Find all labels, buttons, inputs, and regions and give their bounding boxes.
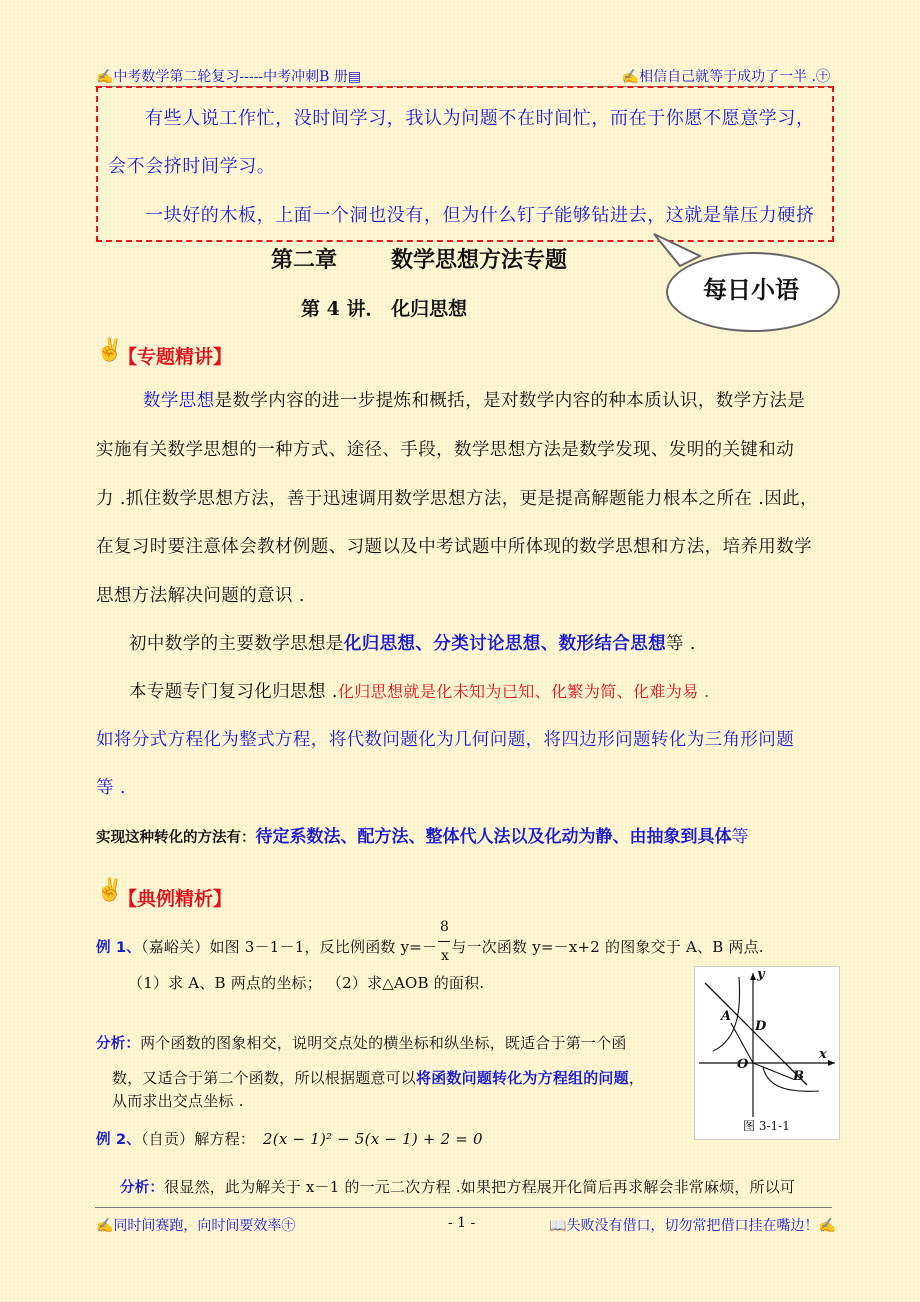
analysis-2-label: 分析： (120, 1180, 165, 1196)
quote-line-1: 有些人说工作忙，没时间学习，我认为问题不在时间忙，而在于你愿不愿意学习， (145, 108, 815, 129)
quote-line-2: 会不会挤时间学习。 (108, 156, 276, 177)
topic-para-3-highlight: 化归思想就是化未知为已知、化繁为简、化难为易 . (337, 682, 710, 701)
analysis-1-label: 分析： (96, 1036, 141, 1052)
topic-para-4-line-1: 如将分式方程化为整式方程，将代数问题化为几何问题，将四边形问题转化为三角形问题 (96, 730, 795, 750)
point-b-label: B (793, 1069, 804, 1084)
example-1-label: 例 1、 (96, 940, 141, 956)
topic-para-5-lead: 实现这种转化的方法有： (96, 830, 256, 846)
victory-hand-icon: ✌ (96, 338, 124, 363)
analysis-1-highlight: 将函数问题转化为方程组的问题 (416, 1069, 629, 1087)
analysis-1-line-2 (112, 1067, 644, 1088)
topic-para-5 (96, 822, 749, 847)
figure-graph (695, 967, 839, 1139)
example-1-line-1 (96, 936, 764, 957)
section-examples-heading: 【典例精析】 (118, 888, 233, 910)
topic-para-2 (129, 630, 696, 655)
topic-para-2-highlight: 化归思想、分类讨论思想、数形结合思想 (343, 634, 667, 654)
quote-line-3: 一块好的木板，上面一个洞也没有，但为什么钉子能够钻进去，这就是靠压力硬挤 (145, 205, 815, 226)
example-1-text-a: （嘉峪关）如图 3－1－1，反比例函数 y=－ (140, 938, 438, 956)
topic-para-4-line-2: 等 . (96, 778, 126, 798)
fraction-bar (438, 941, 450, 942)
fraction-numerator: 8 (440, 919, 449, 935)
example-1-text-b: 与一次函数 y=－x+2 的图象交于 A、B 两点. (451, 938, 764, 956)
figure-3-1-1 (694, 966, 840, 1140)
analysis-1-line-1 (96, 1032, 627, 1053)
analysis-2-text: 很显然，此为解关于 x－1 的一元二次方程 .如果把方程展开化简后再求解会非常麻烦，所以可 (164, 1178, 796, 1196)
figure-caption: 图 3-1-1 (743, 1119, 790, 1133)
chapter-title: 数学思想方法专题 (391, 247, 568, 273)
daily-quote-bubble-text: 每日小语 (703, 276, 799, 304)
point-d-label: D (755, 1019, 767, 1034)
topic-para-1-line-1-text: 是数学内容的进一步提炼和概括，是对数学内容的种本质认识，数学方法是 (214, 391, 806, 411)
highlight-math-thought: 数学思想 (143, 391, 215, 411)
victory-hand-icon: ✌ (96, 878, 124, 903)
analysis-1-line-2-lead: 数，又适合于第二个函数，所以根据题意可以 (112, 1069, 417, 1087)
analysis-1-line-3: 从而求出交点坐标 . (112, 1092, 244, 1110)
topic-para-2-lead: 初中数学的主要数学思想是 (129, 634, 344, 654)
topic-para-5-tail: 等 (731, 827, 749, 847)
footer-left: ✍同时间赛跑，向时间要效率㊉ (96, 1218, 296, 1234)
example-2-equation: 2(x − 1)² − 5(x − 1) + 2 = 0 (263, 1130, 483, 1148)
footer-right: 📖失败没有借口，切勿常把借口挂在嘴边！✍ (549, 1218, 836, 1234)
fraction-denominator: x (441, 948, 449, 964)
topic-para-1-line-1 (143, 387, 805, 412)
point-a-label: A (721, 1009, 732, 1024)
topic-para-1-line-2: 实施有关数学思想的一种方式、途径、手段，数学思想方法是数学发现、发明的关键和动 (96, 440, 795, 460)
topic-para-2-tail: 等 . (666, 634, 696, 654)
header-right: ✍相信自己就等于成功了一半 .㊉ (621, 69, 830, 85)
origin-label: O (737, 1057, 749, 1072)
page-number: - 1 - (448, 1215, 476, 1231)
topic-para-1-line-3: 力 .抓住数学思想方法，善于迅速调用数学思想方法，更是提高解题能力根本之所在 .因此， (96, 489, 818, 509)
example-2-line (96, 1128, 483, 1149)
footer-divider (95, 1207, 832, 1208)
topic-para-3 (129, 678, 710, 703)
analysis-2-line (120, 1176, 795, 1197)
y-axis-label: y (757, 967, 765, 982)
example-1-questions: （1）求 A、B 两点的坐标； （2）求△AOB 的面积. (128, 974, 485, 992)
lecture-title: 第 4 讲． 化归思想 (301, 298, 468, 320)
topic-para-3-lead: 本专题专门复习化归思想 . (129, 682, 338, 702)
chapter-number: 第二章 (271, 247, 338, 273)
header-left: ✍中考数学第二轮复习-----中考冲刺B 册▤ (96, 69, 362, 85)
example-2-label: 例 2、 (96, 1132, 141, 1148)
example-2-text: （自贡）解方程： (140, 1130, 256, 1148)
analysis-1-line-1-text: 两个函数的图象相交，说明交点处的横坐标和纵坐标，既适合于第一个函 (140, 1034, 627, 1052)
topic-para-5-highlight: 待定系数法、配方法、整体代人法以及化动为静、由抽象到具体 (255, 827, 732, 847)
topic-para-1-line-4: 在复习时要注意体会教材例题、习题以及中考试题中所体现的数学思想和方法，培养用数学 (96, 537, 812, 557)
analysis-1-line-2-tail: ， (628, 1069, 645, 1087)
section-topic-heading: 【专题精讲】 (118, 346, 233, 368)
x-axis-label: x (819, 1047, 827, 1062)
topic-para-1-line-5: 思想方法解决问题的意识 . (96, 586, 305, 606)
